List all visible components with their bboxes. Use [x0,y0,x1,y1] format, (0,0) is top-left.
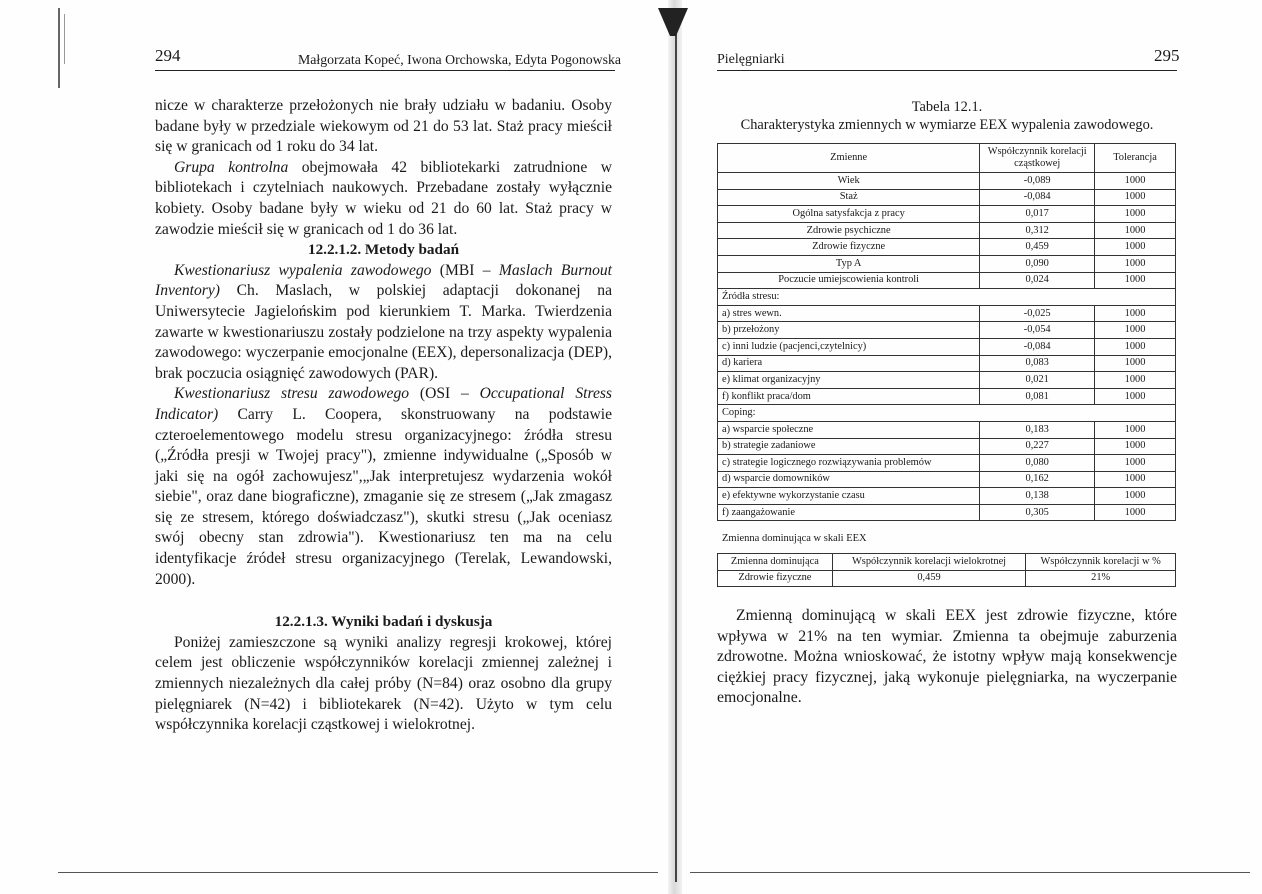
header-rule [717,70,1177,71]
variable-cell: b) przełożony [718,322,980,339]
header-cell: Współczynnik korelacji w % [1026,554,1176,571]
paragraph: Zmienną dominującą w skali EEX jest zdrowie fizyczne, które wpływa w 21% na ten wymiar. Zmienna ta obejmuje zaburzenia zdrowotne. Można wnioskować, że istotny wpływ mają konsekwencje ciężkiej pracy fizycznej, jaką wykonuje pielęgniarka, na wyczerpanie emocjonalne. [717,607,1177,707]
running-head: Małgorzata Kopeć, Iwona Orchowska, Edyta Pogonowska [298,52,621,67]
variable-cell: Ogólna satysfakcja z pracy [718,206,980,223]
table-row [718,488,1176,505]
group-label: Źródła stresu: [718,289,1176,306]
variable-cell: Wiek [718,173,980,190]
variable-cell: Zdrowie psychiczne [718,222,980,239]
tolerance-cell: 1000 [1095,421,1176,438]
coefficient-cell: 0,024 [980,272,1095,289]
italic-term: Occupational Stress Indicator) [155,385,612,423]
variable-cell: b) strategie zadaniowe [718,438,980,455]
coefficient-cell: -0,084 [980,189,1095,206]
variable-cell: e) klimat organizacyjny [718,372,980,389]
italic-term: Maslach Burnout Inventory) [155,261,613,300]
table-header-row [718,144,1176,173]
tolerance-cell: 1000 [1095,372,1176,389]
tolerance-cell: 1000 [1095,388,1176,405]
table-row [718,305,1176,322]
coefficient-cell: -0,054 [980,322,1095,339]
coefficient-cell: 0,090 [980,255,1095,272]
variable-cell: Staż [718,189,980,206]
coefficient-cell: 0,183 [980,421,1095,438]
header-rule [155,70,615,71]
coefficient-cell: 0,305 [980,504,1095,521]
paragraph-text: Ch. Maslach, w polskiej adaptacji dokonanej na Uniwersytecie Jagielońskim pod kierunkiem T. Marka. Twierdzenia zawarte w kwestionariuszu zostały podzielone na trzy aspekty wypalenia zawodowego: wyczerpanie emocjonalne (EEX), depersonalizacja (DEP), brak poczucia osiągnięć zawodowych (PAR). [155,282,612,382]
variable-cell: c) inni ludzie (pacjenci,czytelnicy) [718,338,980,355]
tolerance-cell: 1000 [1095,471,1176,488]
table-row [718,355,1176,372]
running-head: Pielęgniarki [717,52,785,67]
table-row [718,239,1176,256]
group-row [718,405,1176,422]
table-header-row [718,554,1176,571]
header-cell: Współczynnik korelacji wielokrotnej [832,554,1026,571]
table-row [718,322,1176,339]
tolerance-cell: 1000 [1095,355,1176,372]
section-heading: 12.2.1.2. Metody badań [307,241,460,259]
variable-cell: Typ A [718,255,980,272]
coefficient-cell: 0,162 [980,471,1095,488]
paragraph-text: Carry L. Coopera, skonstruowany na podstawie czteroelementowego modelu stresu organizacyjnego: źródła stresu („Źródła presji w Twojej pracy"), zmienne indywidualne („Sposób w jaki się na ogół zachowujesz",„Jak interpretujesz wydarzenia wokół siebie", oraz dane biograficzne), zmaganie się ze stresem („Jak zmagasz się ze stresem, którego doświadczasz"), skutki stresu („Jak oceniasz swój obecny stan zdrowia"). Kwestionariusz ten ma na celu identyfikacje źródeł stresu organizacyjnego (Terelak, Lewandowski, 2000). [155,405,612,588]
coefficient-cell: 0,080 [980,455,1095,472]
variable-cell: c) strategie logicznego rozwiązywania problemów [718,455,980,472]
header-cell: Zmienna dominująca [718,554,833,571]
table-cell: 0,459 [832,570,1026,587]
table-cell: Zdrowie fizyczne [718,570,833,587]
tolerance-cell: 1000 [1095,239,1176,256]
table-row [718,272,1176,289]
italic-term: Kwestionariusz wypalenia zawodowego [174,261,432,279]
paragraph-text: (OSI – [409,385,480,403]
paragraph-text: (MBI – [431,261,499,279]
table-row [718,570,1176,587]
tolerance-cell: 1000 [1095,173,1176,190]
coefficient-cell: -0,084 [980,338,1095,355]
coefficient-cell: 0,017 [980,206,1095,223]
table-row [718,206,1176,223]
table-row [718,222,1176,239]
variable-cell: d) wsparcie domowników [718,471,980,488]
table-row [718,455,1176,472]
variable-cell: e) efektywne wykorzystanie czasu [718,488,980,505]
paragraph-text: obejmowała 42 bibliotekarki zatrudnione w bibliotekach i czytelniach naukowych. Przebadane zostały wyłącznie kobiety. Osoby badane były w wieku od 21 do 60 lat. Staż pracy w zawodzie mieścił się w granicach od 1 do 36 lat. [155,158,612,238]
header-cell: Tolerancja [1095,144,1176,173]
table-row [718,255,1176,272]
header-cell: Współczynnik korelacji cząstkowej [980,144,1095,173]
paragraph [155,384,612,590]
italic-term: Kwestionariusz stresu zawodowego [174,385,410,403]
table-title: Tabela 12.1. [911,99,983,115]
coefficient-cell: 0,312 [980,222,1095,239]
table-row [718,471,1176,488]
paragraph: nicze w charakterze przełożonych nie brały udziału w badaniu. Osoby badane były w przedziale wiekowym od 21 do 53 lat. Staż pracy mieścił się w granicach od 1 roku do 34 lat. [155,97,612,156]
tolerance-cell: 1000 [1095,438,1176,455]
table-row [718,504,1176,521]
page-number: 294 [155,46,181,65]
coefficient-cell: 0,083 [980,355,1095,372]
variable-cell: f) zaangażowanie [718,504,980,521]
tolerance-cell: 1000 [1095,338,1176,355]
tolerance-cell: 1000 [1095,504,1176,521]
italic-term: Grupa kontrolna [174,158,289,176]
right-page [660,0,1262,894]
dominant-table [717,553,1176,587]
coefficient-cell: -0,089 [980,173,1095,190]
coefficient-cell: -0,025 [980,305,1095,322]
variable-cell: d) kariera [718,355,980,372]
paragraph: Poniżej zamieszczone są wyniki analizy regresji krokowej, której celem jest obliczenie współczynników korelacji zmiennej zależnej i zmiennych niezależnych dla całej próby (N=84) oraz osobno dla grupy pielęgniarek (N=42) i bibliotekarek (N=42). Użyto w tym celu współczynnika korelacji cząstkowej i wielokrotnej. [155,633,612,734]
group-row [718,289,1176,306]
left-body [155,96,612,736]
eex-table [717,143,1176,521]
coefficient-cell: 0,227 [980,438,1095,455]
group-label: Coping: [718,405,1176,422]
table-row [718,189,1176,206]
coefficient-cell: 0,021 [980,372,1095,389]
variable-cell: f) konflikt praca/dom [718,388,980,405]
tolerance-cell: 1000 [1095,222,1176,239]
tolerance-cell: 1000 [1095,255,1176,272]
dominant-note: Zmienna dominująca w skali EEX [722,533,867,544]
table-row [718,338,1176,355]
table-row [718,173,1176,190]
table-caption: Charakterystyka zmiennych w wymiarze EEX wypalenia zawodowego. [740,117,1154,133]
tolerance-cell: 1000 [1095,488,1176,505]
tolerance-cell: 1000 [1095,322,1176,339]
tolerance-cell: 1000 [1095,455,1176,472]
tolerance-cell: 1000 [1095,206,1176,223]
coefficient-cell: 0,459 [980,239,1095,256]
right-body [717,606,1177,709]
tolerance-cell: 1000 [1095,272,1176,289]
coefficient-cell: 0,138 [980,488,1095,505]
variable-cell: Poczucie umiejscowienia kontroli [718,272,980,289]
tolerance-cell: 1000 [1095,305,1176,322]
section-heading: 12.2.1.3. Wyniki badań i dyskusja [274,613,493,631]
tolerance-cell: 1000 [1095,189,1176,206]
table-row [718,372,1176,389]
table-cell: 21% [1026,570,1176,587]
page-number: 295 [1154,46,1180,65]
table-row [718,438,1176,455]
paragraph [155,261,612,385]
header-cell: Zmienne [718,144,980,173]
table-row [718,421,1176,438]
coefficient-cell: 0,081 [980,388,1095,405]
variable-cell: Zdrowie fizyczne [718,239,980,256]
table-row [718,388,1176,405]
variable-cell: a) wsparcie społeczne [718,421,980,438]
paragraph [155,158,612,240]
variable-cell: a) stres wewn. [718,305,980,322]
